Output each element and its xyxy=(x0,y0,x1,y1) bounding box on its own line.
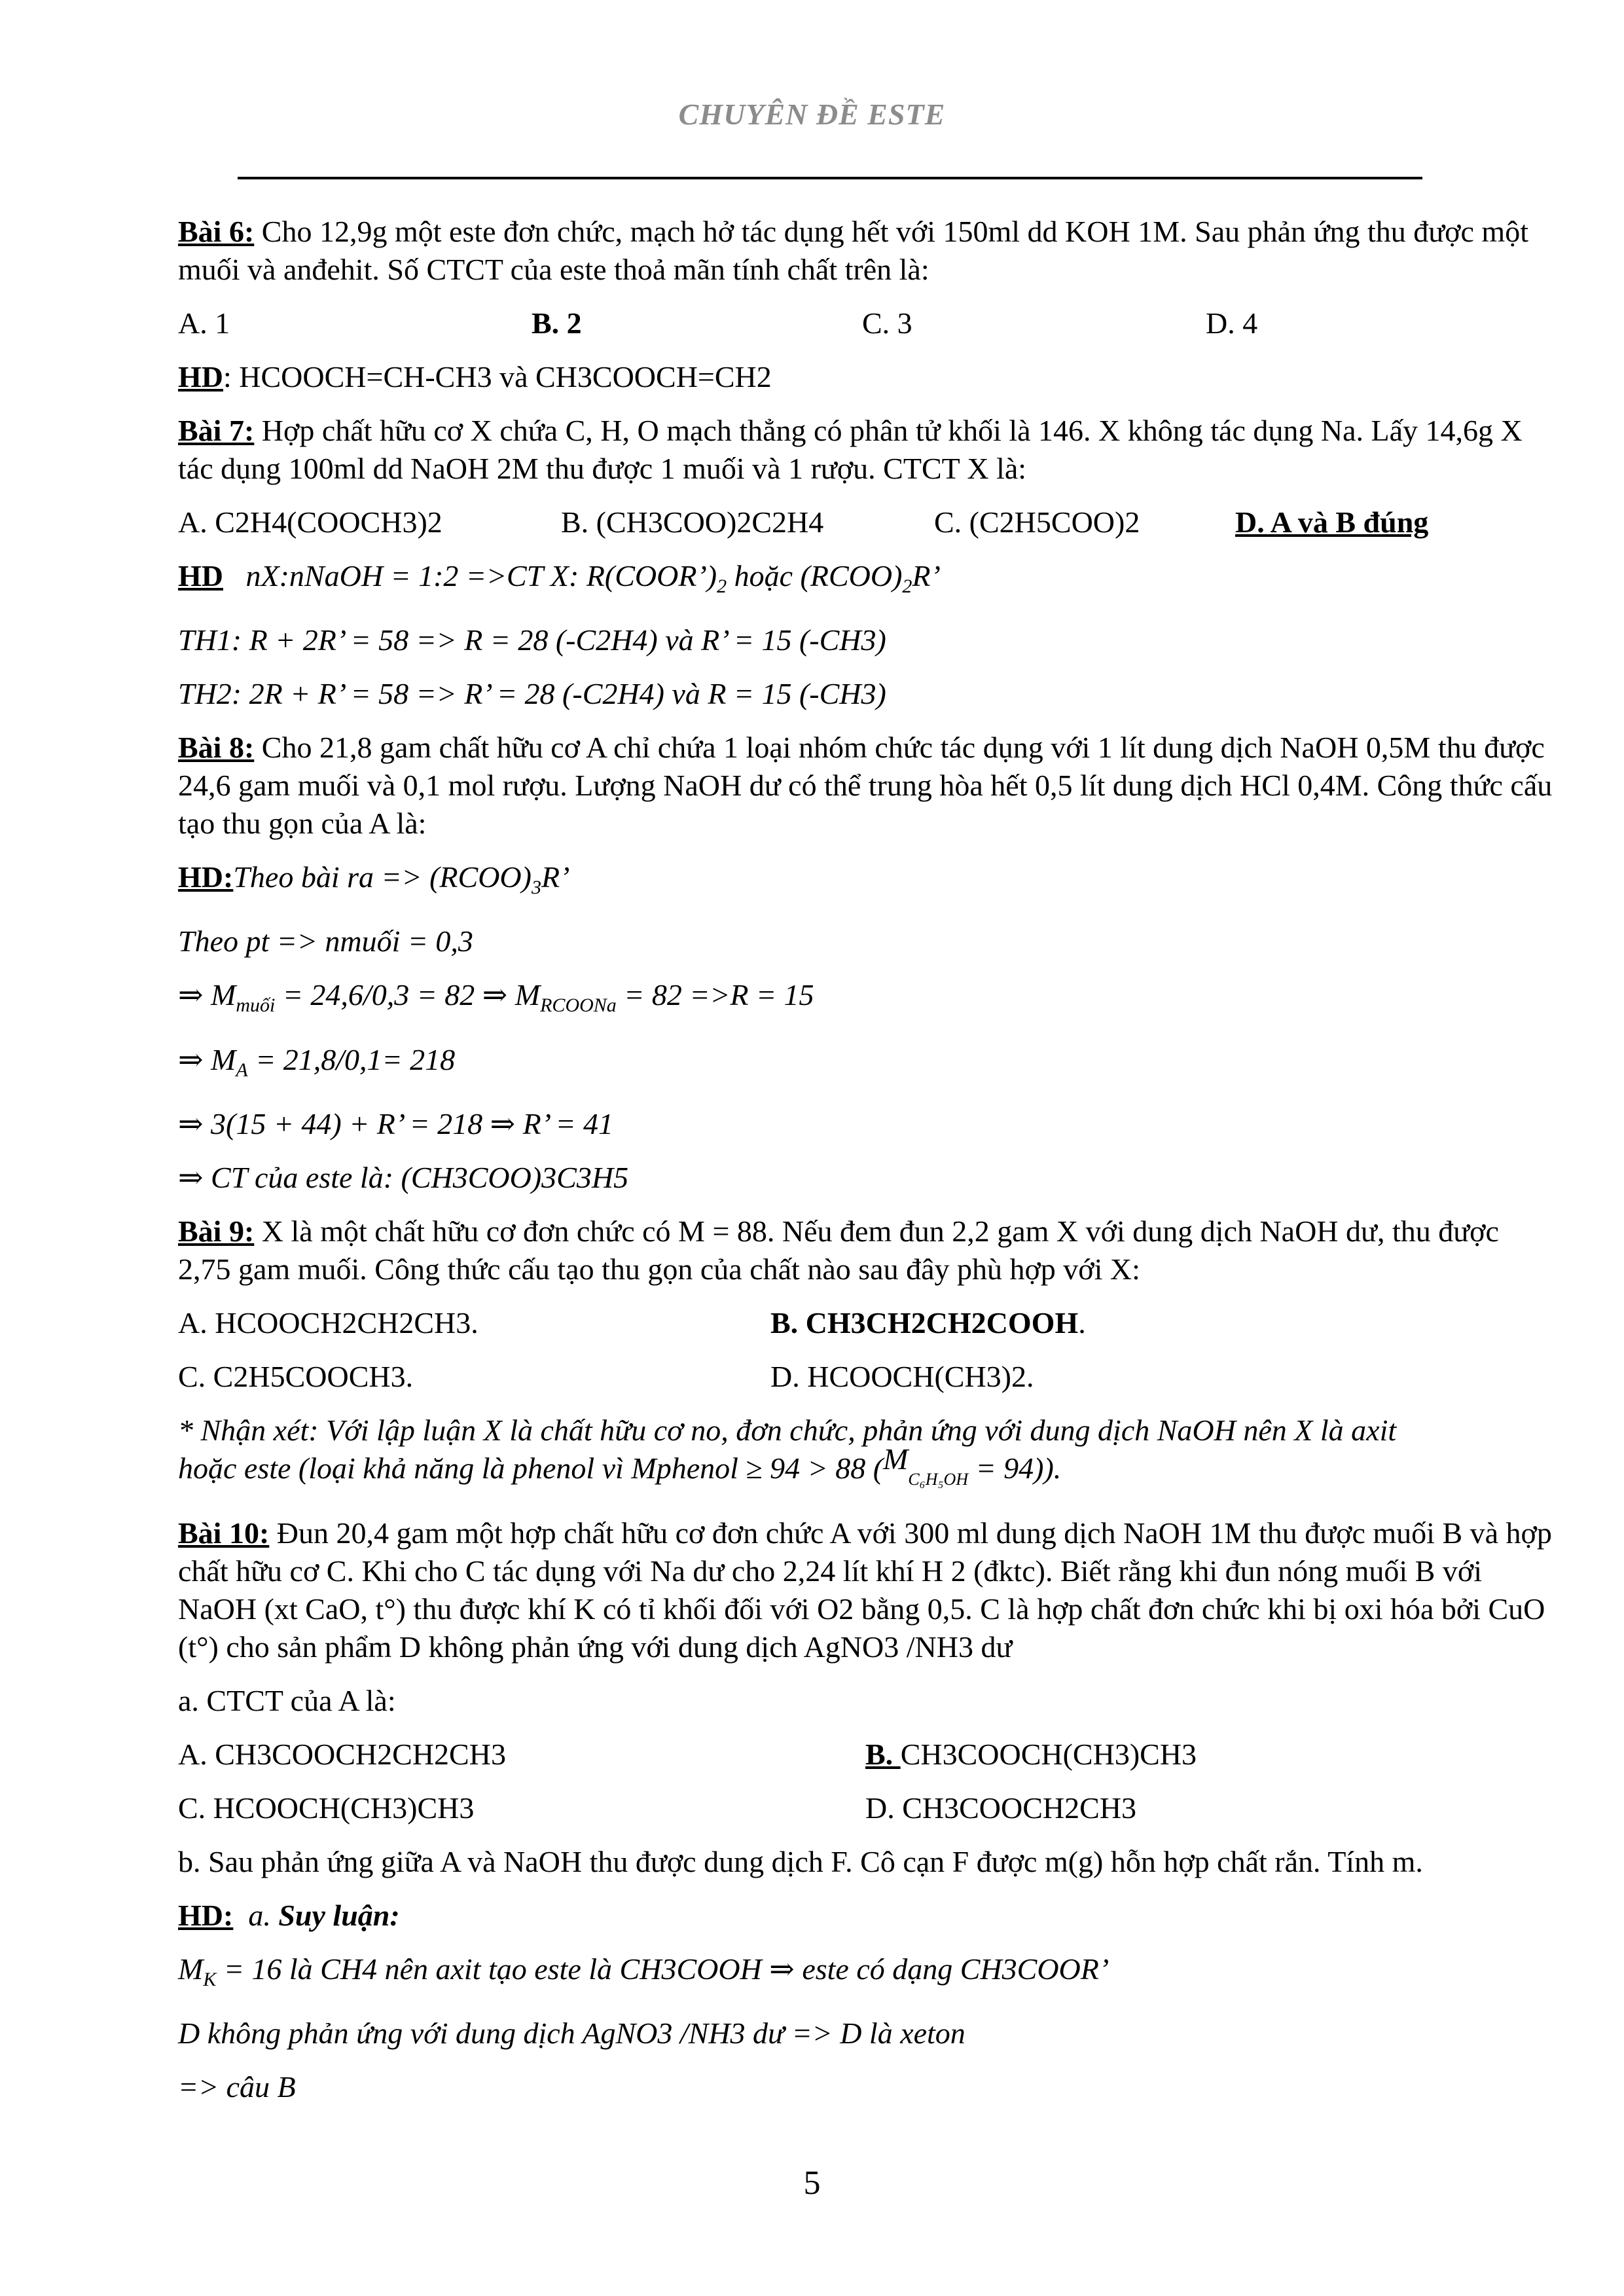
bai7-hd-label: HD xyxy=(178,559,223,592)
bai7-hint xyxy=(178,557,1553,606)
bai6-option-d: D. 4 xyxy=(1206,306,1258,340)
bai10-step-1-sub: K xyxy=(203,1969,217,1991)
bai8-step-3-b: = 21,8/0,1= 218 xyxy=(247,1042,456,1076)
page-header-title: CHUYÊN ĐỀ ESTE xyxy=(678,98,946,131)
bai10-part-b-question: b. Sau phản ứng giữa A và NaOH thu được dung dịch F. Cô cạn F được m(g) hỗn hợp chất rắn. Tính m. xyxy=(178,1844,1423,1878)
bai6-question xyxy=(178,213,1553,289)
bai7-option-c: C. (C2H5COO)2 xyxy=(934,505,1140,539)
bai7-option-b: B. (CH3COO)2C2H4 xyxy=(561,505,824,539)
bai7-hd-sub-2: 2 xyxy=(902,575,912,598)
bai8-hd-label: HD: xyxy=(178,860,234,894)
bai7-options xyxy=(178,503,1553,541)
bai7-hd-text-c: R’ xyxy=(912,559,941,592)
bai8-step-2-b: = 24,6/0,3 = 82 ⇒ M xyxy=(275,978,541,1012)
bai6-hd-label: HD xyxy=(178,360,223,393)
bai10-option-b-label: B. xyxy=(865,1737,901,1771)
bai10-step-1 xyxy=(178,1950,1553,1999)
bai6-option-a: A. 1 xyxy=(178,306,230,340)
bai10-options-row-1 xyxy=(178,1736,1553,1774)
bai8-question xyxy=(178,729,1553,843)
bai8-hd-sub: 3 xyxy=(531,877,541,899)
bai9-question xyxy=(178,1212,1553,1288)
bai10-step-1-b: = 16 là CH4 nên axit tạo este là CH3COOH ⇒ este có dạng CH3COOR’ xyxy=(216,1952,1110,1986)
bai6-text: Cho 12,9g một este đơn chức, mạch hở tác dụng hết với 150ml dd KOH 1M. Sau phản ứng thu được một muối và anđehit. Số CTCT của este thoả mãn tính chất trên là: xyxy=(178,215,1528,286)
bai10-hd-label: HD: xyxy=(178,1898,234,1932)
bai7-question xyxy=(178,412,1553,488)
bai7-hd-text-a: nX:nNaOH = 1:2 =>CT X: R(COOR’) xyxy=(245,559,717,592)
bai6-option-c: C. 3 xyxy=(862,306,912,340)
bai10-option-d: D. CH3COOCH2CH3 xyxy=(865,1791,1137,1825)
bai9-note-text-b: = 94)). xyxy=(968,1451,1062,1485)
bai9-options-row-2 xyxy=(178,1358,1553,1396)
bai7-hd-text-b: hoặc (RCOO) xyxy=(727,559,903,592)
page-number: 5 xyxy=(803,2164,821,2202)
bai10-step-3: => câu B xyxy=(178,2070,296,2104)
bai8-step-2-sub-1: muối xyxy=(236,994,276,1017)
bai9-option-b: B. CH3CH2CH2COOH xyxy=(770,1305,1079,1339)
bai9-text: X là một chất hữu cơ đơn chức có M = 88. Nếu đem đun 2,2 gam X với dung dịch NaOH dư, thu được 2,75 gam muối. Công thức cấu tạo thu gọn của chất nào sau đây phù hợp với X: xyxy=(178,1214,1499,1286)
document-body xyxy=(178,213,1553,2122)
bai8-step-2-c: = 82 =>R = 15 xyxy=(616,978,814,1012)
bai9-option-a: A. HCOOCH2CH2CH3. xyxy=(178,1305,478,1339)
bai8-text: Cho 21,8 gam chất hữu cơ A chỉ chứa 1 loại nhóm chức tác dụng với 1 lít dung dịch NaOH 0,5M thu được 24,6 gam muối và 0,1 mol rượu. Lượng NaOH dư có thể trung hòa hết 0,5 lít dung dịch HCl 0,4M. Công thức cấu tạo thu gọn của A là: xyxy=(178,731,1553,841)
bai9-note-sub: C₆H₅OH xyxy=(908,1469,969,1489)
bai7-option-d: D. A và B đúng xyxy=(1235,505,1429,539)
bai9-note-text-a: hoặc este (loại khả năng là phenol vì Mphenol ≥ 94 > 88 ( xyxy=(178,1451,884,1485)
bai8-step-1: Theo pt => nmuối = 0,3 xyxy=(178,924,473,958)
bai9-option-b-dot: . xyxy=(1078,1305,1086,1339)
bai8-step-2 xyxy=(178,976,1553,1025)
bai9-note-line-1: * Nhận xét: Với lập luận X là chất hữu cơ no, đơn chức, phản ứng với dung dịch NaOH nên X là axit xyxy=(178,1413,1397,1447)
bai10-hd-text-a: a. xyxy=(248,1898,279,1932)
bai7-option-a: A. C2H4(COOCH3)2 xyxy=(178,505,442,539)
bai8-step-2-sub-2: RCOONa xyxy=(540,994,617,1017)
bai9-note-line-2 xyxy=(178,1442,1553,1499)
bai6-option-b: B. 2 xyxy=(532,306,582,340)
bai10-hd-text-b: Suy luận: xyxy=(278,1898,400,1932)
bai6-label: Bài 6: xyxy=(178,215,255,248)
bai8-step-3-sub: A xyxy=(236,1059,248,1081)
bai8-step-5: ⇒ CT của este là: (CH3COO)3C3H5 xyxy=(178,1160,629,1194)
bai8-step-2-a: ⇒ M xyxy=(178,978,236,1012)
bai10-part-a-question: a. CTCT của A là: xyxy=(178,1683,396,1717)
bai9-label: Bài 9: xyxy=(178,1214,255,1248)
bai10-step-2: D không phản ứng với dung dịch AgNO3 /NH3 dư => D là xeton xyxy=(178,2016,965,2050)
bai8-step-4: ⇒ 3(15 + 44) + R’ = 218 ⇒ R’ = 41 xyxy=(178,1106,614,1140)
bai10-step-1-a: M xyxy=(178,1952,204,1986)
bai10-text: Đun 20,4 gam một hợp chất hữu cơ đơn chức A với 300 ml dung dịch NaOH 1M thu được muối B và hợp chất hữu cơ C. Khi cho C tác dụng với Na dư cho 2,24 lít khí H 2 (đktc). Biết rằng khi đun nóng muối B với NaOH (xt CaO, t°) thu được khí K có tỉ khối đối với O2 bằng 0,5. C là hợp chất đơn chức khi bị oxi hóa bởi CuO (t°) cho sản phẩm D không phản ứng với dung dịch AgNO3 /NH3 dư xyxy=(178,1516,1552,1664)
bai7-text: Hợp chất hữu cơ X chứa C, H, O mạch thẳng có phân tử khối là 146. X không tác dụng Na. Lấy 14,6g X tác dụng 100ml dd NaOH 2M thu được 1 muối và 1 rượu. CTCT X là: xyxy=(178,414,1523,485)
bai10-hint xyxy=(178,1897,1553,1935)
bai9-option-c: C. C2H5COOCH3. xyxy=(178,1359,414,1393)
bai10-label: Bài 10: xyxy=(178,1516,270,1550)
bai7-hd-sub-1: 2 xyxy=(717,575,727,598)
bai10-option-a: A. CH3COOCH2CH2CH3 xyxy=(178,1737,506,1771)
bai8-hd-text-b: R’ xyxy=(541,860,570,894)
bai10-options-row-2 xyxy=(178,1789,1553,1827)
bai6-options xyxy=(178,304,1553,342)
bai7-label: Bài 7: xyxy=(178,414,255,447)
bai8-step-3-a: ⇒ M xyxy=(178,1042,236,1076)
bai7-case-1: TH1: R + 2R’ = 58 => R = 28 (-C2H4) và R’ = 15 (-CH3) xyxy=(178,623,886,657)
header-divider xyxy=(238,177,1422,179)
bai9-options-row-1 xyxy=(178,1304,1553,1342)
bai9-note-m: M xyxy=(883,1442,909,1476)
bai6-hint xyxy=(178,358,1553,396)
bai10-question xyxy=(178,1514,1553,1666)
bai9-option-d: D. HCOOCH(CH3)2. xyxy=(770,1359,1034,1393)
bai7-case-2: TH2: 2R + R’ = 58 => R’ = 28 (-C2H4) và R = 15 (-CH3) xyxy=(178,677,886,711)
bai8-hd-text-a: Theo bài ra => (RCOO) xyxy=(233,860,532,894)
bai10-option-b: CH3COOCH(CH3)CH3 xyxy=(900,1737,1197,1771)
bai6-hd-text: : HCOOCH=CH-CH3 và CH3COOCH=CH2 xyxy=(223,360,772,393)
bai8-label: Bài 8: xyxy=(178,731,255,765)
bai8-step-3 xyxy=(178,1041,1553,1089)
bai10-option-c: C. HCOOCH(CH3)CH3 xyxy=(178,1791,475,1825)
bai8-hint xyxy=(178,858,1553,907)
